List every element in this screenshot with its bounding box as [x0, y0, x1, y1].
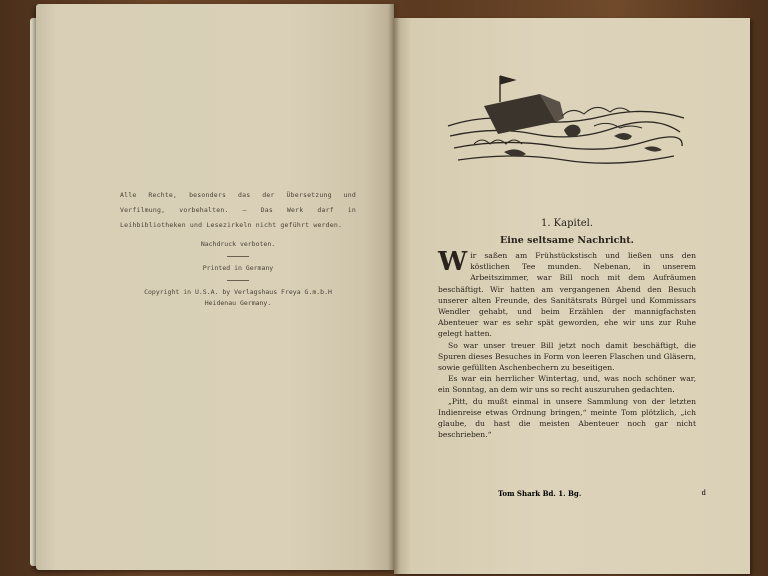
- paragraph: [438, 247, 696, 340]
- chapter-content: [438, 218, 696, 440]
- right-page: [394, 18, 750, 574]
- copyright-line: Copyright in U.S.A. by Verlagshaus Freya G.m.b.H: [144, 288, 332, 296]
- printed-in: Printed in Germany: [202, 264, 274, 272]
- signature-letter: d: [701, 489, 706, 497]
- reprint-notice: Nachdruck verboten.: [200, 240, 276, 248]
- divider: [227, 256, 249, 257]
- drop-cap: W: [438, 247, 468, 277]
- paragraph-text: ir saßen am Frühstückstisch und ließen uns den köstlichen Tee munden. Nebenan, in unserem Arbeitszimmer, war Bill noch mit dem Aufräumen beschäftigt. Wir hatten am vergangenen Abend den Besuch unserer alten Freunde, des Sanitätsrats Bürgel und Kommissars Wendler gehabt, und beim Erzählen der mannigfachsten Abenteuer war es sehr spät geworden, ehe wir uns zur Ruhe gelegt hatten.: [438, 251, 696, 339]
- ship-illustration: [444, 56, 688, 172]
- book-gutter: [388, 4, 400, 574]
- paragraph: So war unser treuer Bill jetzt noch damit beschäftigt, die Spuren dieses Besuches in Form von leeren Flaschen und Gläsern, sowie gefüllten Aschenbechern zu beseitigen.: [438, 340, 696, 373]
- left-page: [36, 4, 394, 570]
- signature-mark: Tom Shark Bd. 1. Bg.: [498, 489, 582, 498]
- divider: [227, 280, 249, 281]
- chapter-title: Eine seltsame Nachricht.: [500, 235, 634, 246]
- open-book: [36, 4, 752, 574]
- chapter-number: 1. Kapitel.: [540, 218, 594, 229]
- paragraph: Es war ein herrlicher Wintertag, und, was noch schöner war, ein Sonntag, an dem wir uns so recht auszuruhen gedachten.: [438, 374, 696, 395]
- page-footer: [454, 489, 706, 498]
- copyright-place: Heidenau Germany.: [204, 299, 272, 307]
- rights-notice: Alle Rechte, besonders das der Übersetzung und Verfilmung, vorbehalten. — Das Werk darf in Leihbibliotheken und Lesezirkeln nicht geführt werden.: [120, 191, 356, 229]
- paragraph: „Pitt, du mußt einmal in unsere Sammlung von der letzten Indienreise etwas Ordnung bringen,“ meinte Tom plötzlich, „ich glaube, du hast die meisten Abenteuer noch gar nicht beschrieben.“: [438, 396, 696, 440]
- imprint-block: [120, 188, 356, 311]
